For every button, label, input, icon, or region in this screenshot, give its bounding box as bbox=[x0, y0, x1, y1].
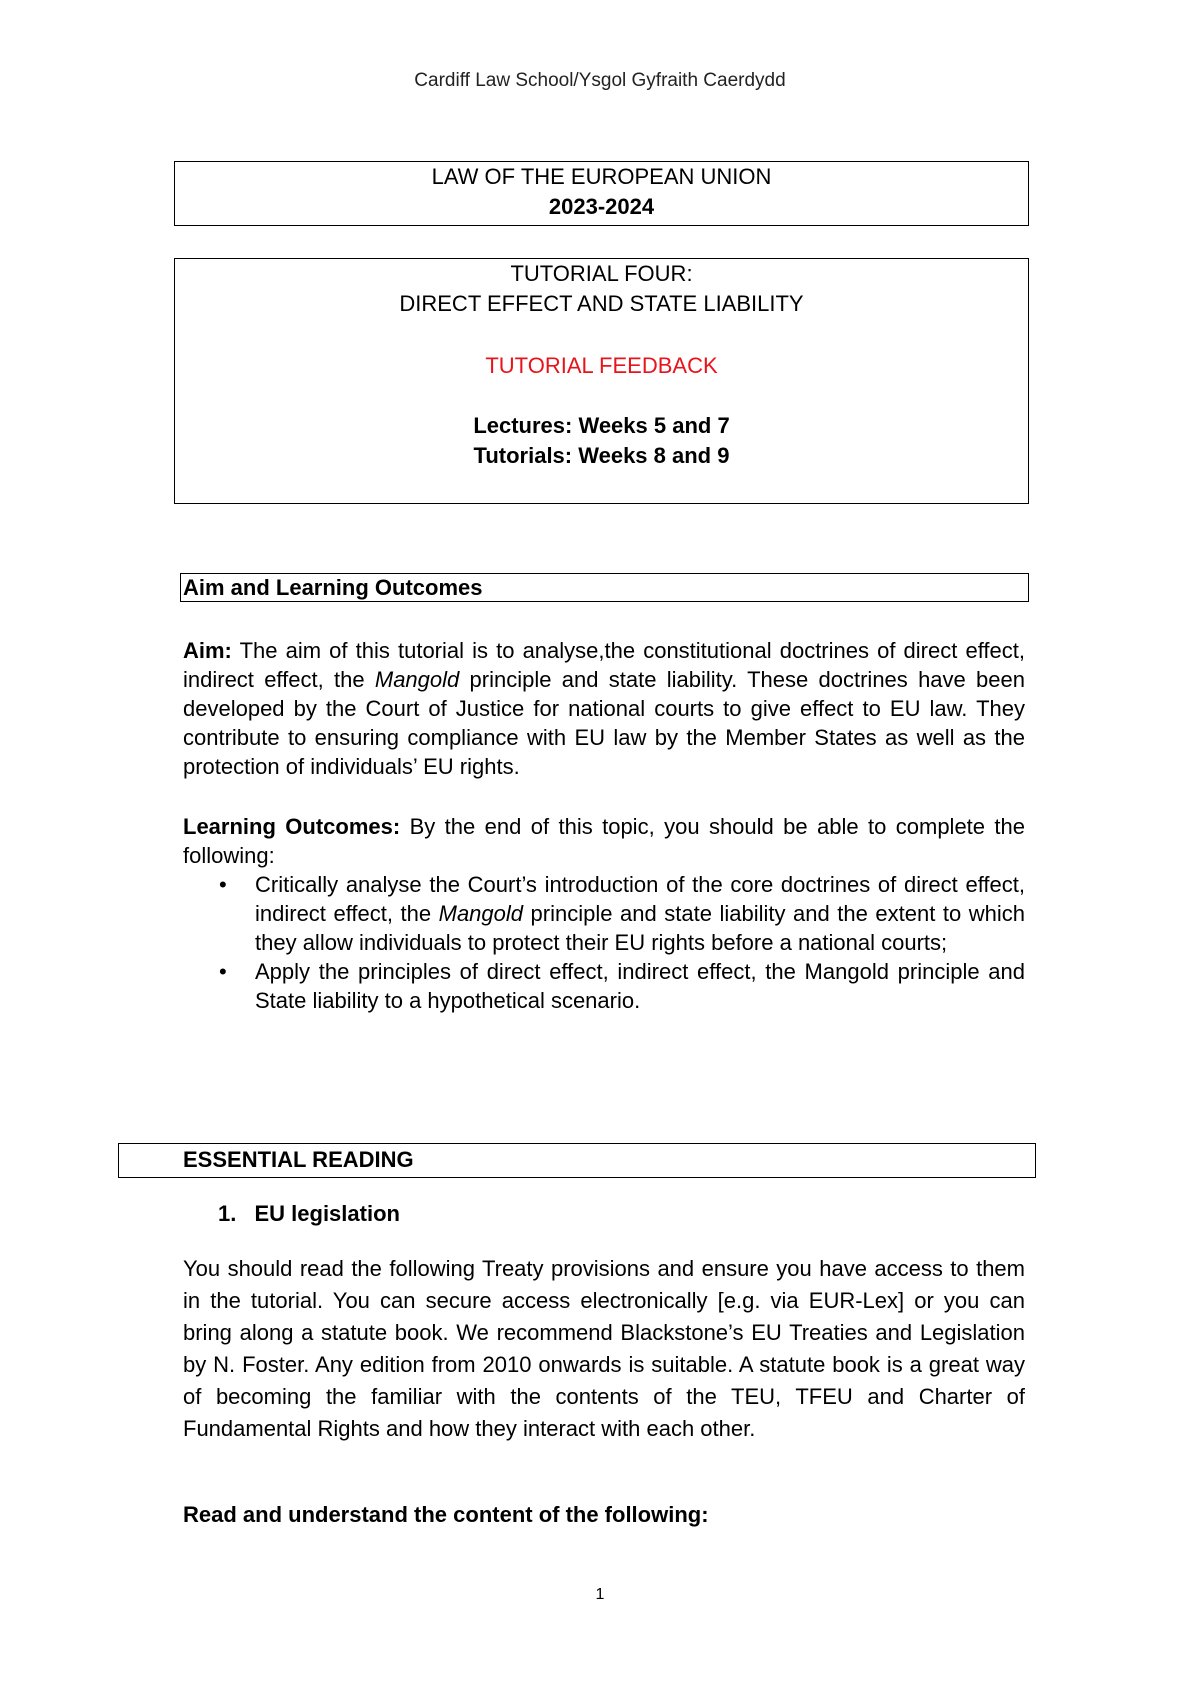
item-number: 1. bbox=[218, 1201, 237, 1226]
aims-heading-box bbox=[180, 573, 1029, 602]
academic-year: 2023-2024 bbox=[548, 194, 655, 219]
course-title-box bbox=[174, 161, 1029, 226]
course-title: LAW OF THE EUROPEAN UNION bbox=[431, 164, 772, 189]
running-header: Cardiff Law School/Ysgol Gyfraith Caerdydd bbox=[414, 70, 786, 91]
aim-label: Aim: bbox=[183, 638, 232, 663]
learning-outcomes-intro bbox=[183, 812, 1025, 870]
outcomes-list bbox=[183, 870, 1025, 1015]
legislation-paragraph: You should read the following Treaty provisions and ensure you have access to them in the tutorial. You can secure access electronically [e.g. via EUR-Lex] or you can bring along a statute book. We recommend Blackstone’s EU Treaties and Legislation by N. Foster. Any edition from 2010 onwards is suitable. A statute book is a great way of becoming the familiar with the contents of the TEU, TFEU and Charter of Fundamental Rights and how they interact with each other. bbox=[183, 1256, 1025, 1441]
bullet1-italic: Mangold bbox=[438, 901, 524, 926]
tutorial-topic: DIRECT EFFECT AND STATE LIABILITY bbox=[399, 291, 804, 316]
read-understand-heading: Read and understand the content of the following: bbox=[183, 1502, 709, 1527]
essential-reading-heading: ESSENTIAL READING bbox=[183, 1147, 414, 1172]
tutorial-feedback-label: TUTORIAL FEEDBACK bbox=[485, 353, 718, 378]
item-title: EU legislation bbox=[254, 1201, 400, 1226]
numbered-heading-eu-legislation bbox=[218, 1201, 400, 1227]
learning-outcomes bbox=[183, 812, 1025, 1015]
page-number: 1 bbox=[595, 1586, 605, 1603]
tutorial-number: TUTORIAL FOUR: bbox=[510, 261, 693, 286]
bullet1-text-b: principle and state liability and the extent to which they allow individuals to protect their EU rights before a national courts; bbox=[255, 901, 1025, 955]
list-item bbox=[183, 870, 1025, 957]
aim-text-2: principle and state liability. These doctrines have been developed by the Court of Justice for national courts to give effect to EU law. They contribute to ensuring compliance with EU law by the Member States as well as the protection of individuals’ EU rights. bbox=[183, 667, 1025, 779]
aim-italic: Mangold bbox=[374, 667, 460, 692]
bullet-glyph: • bbox=[219, 872, 227, 897]
tutorials-weeks: Tutorials: Weeks 8 and 9 bbox=[473, 443, 730, 468]
aim-paragraph bbox=[183, 636, 1025, 781]
bullet2-text: Apply the principles of direct effect, indirect effect, the Mangold principle and State liability to a hypothetical scenario. bbox=[255, 959, 1025, 1013]
essential-reading-heading-box bbox=[118, 1143, 1036, 1178]
aim-text-1: The aim of this tutorial is to analyse,the constitutional doctrines of direct effect, indirect effect, the bbox=[183, 638, 1025, 692]
lo-label: Learning Outcomes: bbox=[183, 814, 401, 839]
list-item bbox=[183, 957, 1025, 1015]
lo-text: By the end of this topic, you should be able to complete the following: bbox=[183, 814, 1025, 868]
lectures-weeks: Lectures: Weeks 5 and 7 bbox=[473, 413, 730, 438]
bullet1-text-a: Critically analyse the Court’s introduction of the core doctrines of direct effect, indirect effect, the bbox=[255, 872, 1025, 926]
aims-heading: Aim and Learning Outcomes bbox=[183, 575, 483, 600]
bullet-glyph: • bbox=[219, 959, 227, 984]
tutorial-info-box bbox=[174, 258, 1029, 504]
